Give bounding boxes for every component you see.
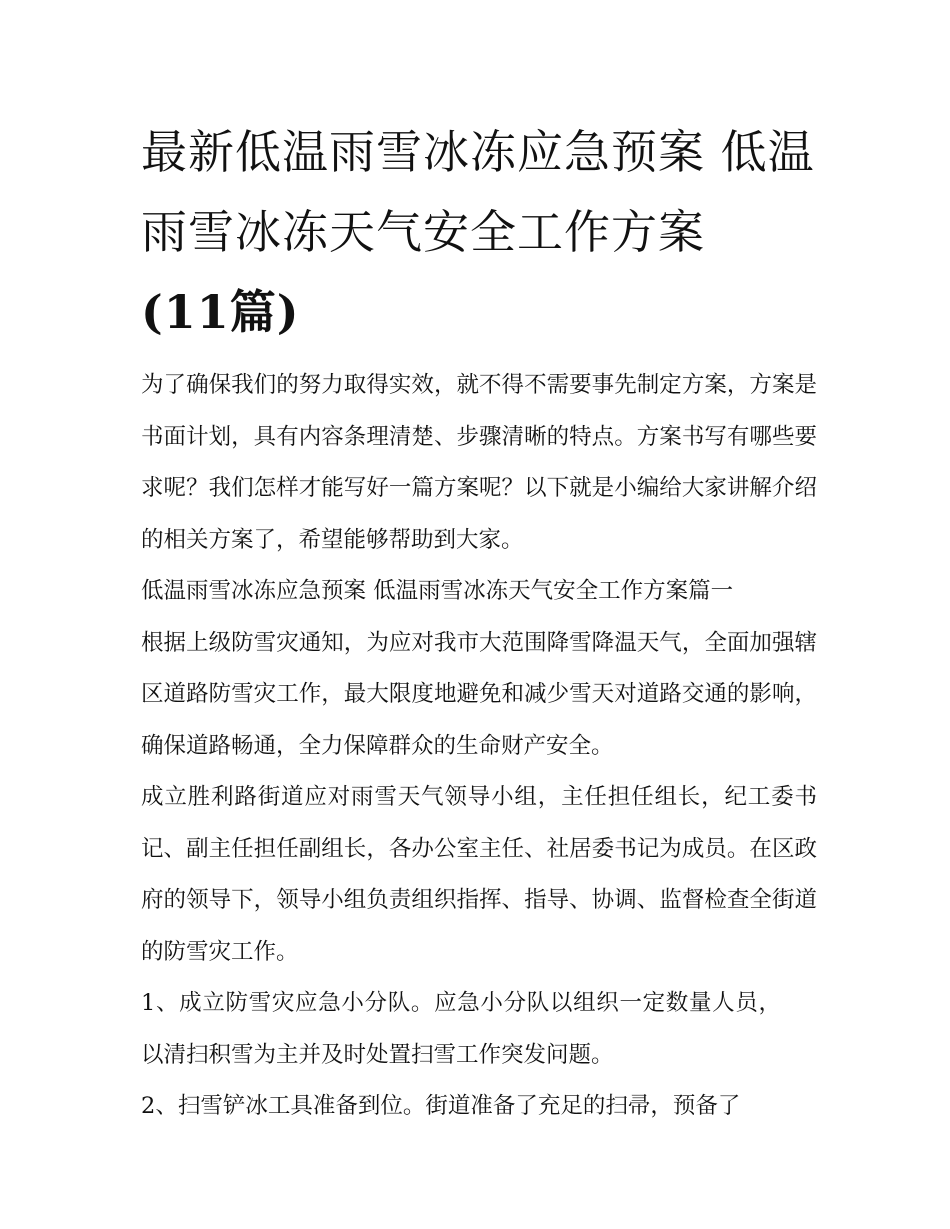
document-title bbox=[141, 112, 817, 352]
intro-paragraph: 为了确保我们的努力取得实效，就不得不需要事先制定方案，方案是书面计划，具有内容条理清楚、步骤清晰的特点。方案书写有哪些要求呢？我们怎样才能写好一篇方案呢？以下就是小编给大家讲解介绍的相关方案了，希望能够帮助到大家。 bbox=[141, 372, 817, 553]
document-content bbox=[141, 112, 817, 1133]
organization-paragraph: 成立胜利路街道应对雨雪天气领导小组，主任担任组长，纪工委书记、副主任担任副组长，各办公室主任、社居委书记为成员。在区政府的领导下，领导小组负责组织指挥、指导、协调、监督检查全街道的防雪灾工作。 bbox=[141, 784, 817, 965]
background-paragraph: 根据上级防雪灾通知，为应对我市大范围降雪降温天气，全面加强辖区道路防雪灾工作，最大限度地避免和减少雪天对道路交通的影响，确保道路畅通，全力保障群众的生命财产安全。 bbox=[141, 629, 817, 759]
title-count: (11篇) bbox=[141, 285, 300, 339]
list-item-2: 2、扫雪铲冰工具准备到位。街道准备了充足的扫帚，预备了 bbox=[141, 1093, 741, 1119]
section-heading: 低温雨雪冰冻应急预案 低温雨雪冰冻天气安全工作方案篇一 bbox=[141, 578, 734, 604]
document-body bbox=[141, 360, 817, 1133]
title-main: 最新低温雨雪冰冻应急预案 低温雨雪冰冻天气安全工作方案 bbox=[141, 125, 815, 259]
list-item-1: 1、成立防雪灾应急小分队。应急小分队以组织一定数量人员，以清扫积雪为主并及时处置扫雪工作突发问题。 bbox=[141, 990, 781, 1068]
